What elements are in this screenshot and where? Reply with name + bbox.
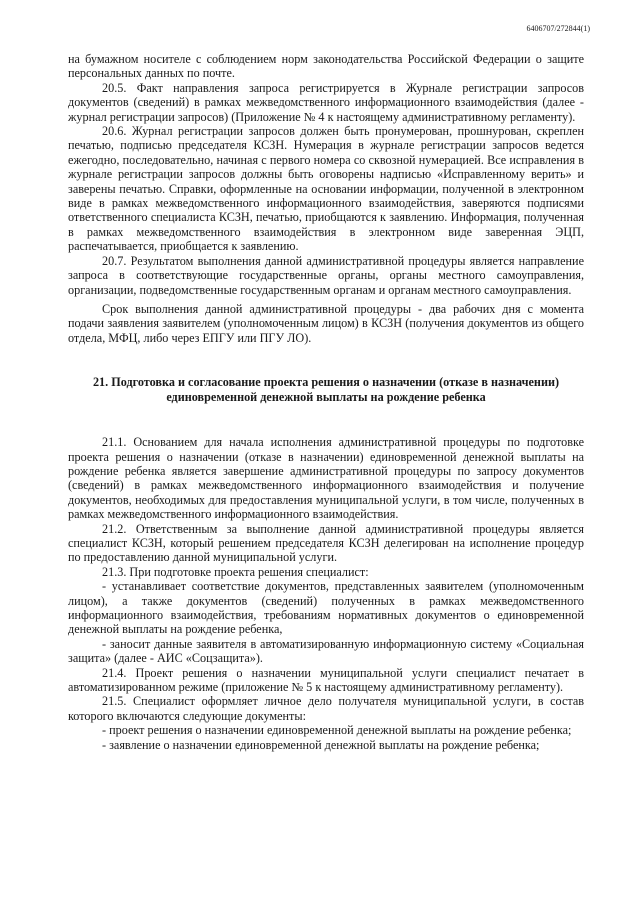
section-heading-line1: 21. Подготовка и согласование проекта решения о назначении (отказе в назначении) bbox=[92, 375, 560, 390]
section-heading bbox=[68, 375, 584, 405]
list-item-establishes: - устанавливает соответствие документов, представленных заявителем (уполномоченным лицом), а также документов (сведений) полученных в рамках межведомственного информационного взаимодействия, требованиям нормативных документов о единовременной денежной выплаты на рождение ребенка, bbox=[68, 579, 584, 637]
section-heading-line2: единовременной денежной выплаты на рождение ребенка bbox=[166, 390, 486, 405]
paragraph-20-7: 20.7. Результатом выполнения данной административной процедуры является направление запроса в соответствующие государственные органы, органы местного самоуправления, организации, подведомственные государственным органам и органам местного самоуправления. bbox=[68, 253, 584, 297]
document-body bbox=[68, 52, 584, 752]
paragraph-deadline: Срок выполнения данной административной процедуры - два рабочих дня с момента подачи заявления заявителем (уполномоченным лицом) в КСЗН (получения документов из общего отдела, МФЦ, либо через ЕПГУ или ПГУ ЛО). bbox=[68, 301, 584, 345]
paragraph-20-5: 20.5. Факт направления запроса регистрируется в Журнале регистрации запросов документов (сведений) в рамках межведомственного информационного взаимодействия (далее - журнал регистрации запросов) (Приложение № 4 к настоящему административному регламенту). bbox=[68, 80, 584, 124]
paragraph-21-3: 21.3. При подготовке проекта решения специалист: bbox=[102, 564, 369, 579]
list-item-application: - заявление о назначении единовременной денежной выплаты на рождение ребенка; bbox=[102, 737, 540, 752]
list-item-draft-decision: - проект решения о назначении единовременной денежной выплаты на рождение ребенка; bbox=[102, 723, 572, 738]
document-id: 6406707/272844(1) bbox=[526, 24, 590, 33]
intro-paragraph: на бумажном носителе с соблюдением норм законодательства Российской Федерации о защите персональных данных по почте. bbox=[68, 52, 584, 81]
paragraph-21-4: 21.4. Проект решения о назначении муниципальной услуги специалист печатает в автоматизированном режиме (приложение № 5 к настоящему административному регламенту). bbox=[68, 665, 584, 695]
paragraph-21-5: 21.5. Специалист оформляет личное дело получателя муниципальной услуги, в состав которого включаются следующие документы: bbox=[68, 694, 584, 723]
list-item-enters-data: - заносит данные заявителя в автоматизированную информационную систему «Социальная защита» (далее - АИС «Соцзащита»). bbox=[68, 636, 584, 666]
paragraph-21-1: 21.1. Основанием для начала исполнения административной процедуры по подготовке проекта решения о назначении (отказе в назначении) единовременной денежной выплаты на рождение ребенка является завершение административной процедуры по запросу документов (сведений) в рамках межведомственного информационного взаимодействия и получение документов, необходимых для предоставления муниципальной услуги, в том числе, полученных в рамках межведомственного информационного взаимодействия. bbox=[68, 435, 584, 522]
paragraph-21-2: 21.2. Ответственным за выполнение данной административной процедуры является специалист КСЗН, который решением председателя КСЗН делегирован на исполнение процедур по предоставлению данной муниципальной услуги. bbox=[68, 521, 584, 565]
paragraph-20-6: 20.6. Журнал регистрации запросов должен быть пронумерован, прошнурован, скреплен печатью, подписью председателя КСЗН. Нумерация в журнале регистрации запросов ведется ежегодно, последовательно, начиная с первого номера со сквозной нумерацией. Все исправления в журнале регистрации запросов должны быть оговорены надписью «Исправленному верить» и заверены печатью. Справки, оформленные на основании информации, полученной в электронном виде в рамках межведомственного информационного взаимодействия, заверяются подписями ответственного специалиста КСЗН, печатью, приобщаются к заявлению. Информация, полученная в рамках межведомственного взаимодействия в электронном виде заверенная ЭЦП, распечатывается, приобщается к заявлению. bbox=[68, 124, 584, 254]
